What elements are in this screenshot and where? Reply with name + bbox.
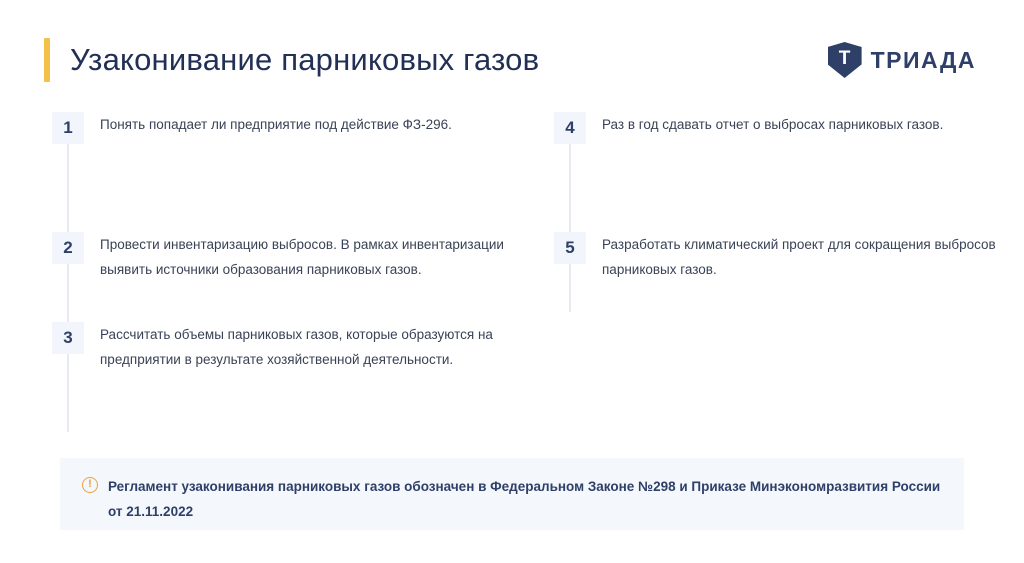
step-text: Разработать климатический проект для сокращения выбросов парниковых газов. bbox=[602, 237, 996, 277]
shield-icon bbox=[828, 42, 862, 78]
step-number: 3 bbox=[52, 322, 84, 354]
step-number-wrap bbox=[50, 322, 86, 354]
title-text: Узаконивание парниковых газов bbox=[70, 42, 540, 77]
step-connector-line bbox=[68, 264, 69, 322]
step-item bbox=[552, 232, 1014, 322]
step-item bbox=[50, 112, 520, 232]
step-text: Раз в год сдавать отчет о выбросах парниковых газов. bbox=[602, 117, 944, 132]
step-number: 5 bbox=[554, 232, 586, 264]
page-title bbox=[44, 38, 539, 82]
step-text: Рассчитать объемы парниковых газов, которые образуются на предприятии в результате хозяйственной деятельности. bbox=[100, 327, 493, 367]
title-accent-bar bbox=[44, 38, 50, 82]
step-connector-line bbox=[68, 354, 69, 432]
logo-wordmark: ТРИАДА bbox=[870, 46, 976, 73]
steps-column-right bbox=[552, 112, 1014, 322]
step-number-wrap bbox=[50, 232, 86, 264]
step-number-wrap bbox=[552, 232, 588, 264]
step-number-wrap bbox=[552, 112, 588, 144]
step-text: Понять попадает ли предприятие под действие ФЗ-296. bbox=[100, 117, 452, 132]
step-item bbox=[50, 322, 520, 432]
logo bbox=[828, 42, 976, 78]
logo-letter: T bbox=[838, 47, 851, 69]
step-item bbox=[50, 232, 520, 322]
info-icon: ! bbox=[82, 477, 98, 493]
step-text: Провести инвентаризацию выбросов. В рамках инвентаризации выявить источники образования парниковых газов. bbox=[100, 237, 504, 277]
step-number: 2 bbox=[52, 232, 84, 264]
footer-note-text: Регламент узаконивания парниковых газов обозначен в Федеральном Законе №298 и Приказе Минэкономразвития России от 21.11.2022 bbox=[108, 479, 941, 519]
footer-note bbox=[60, 458, 964, 530]
step-connector-line bbox=[570, 264, 571, 312]
step-number: 1 bbox=[52, 112, 84, 144]
step-item bbox=[552, 112, 1014, 232]
step-number: 4 bbox=[554, 112, 586, 144]
steps-column-left bbox=[50, 112, 520, 432]
step-number-wrap bbox=[50, 112, 86, 144]
